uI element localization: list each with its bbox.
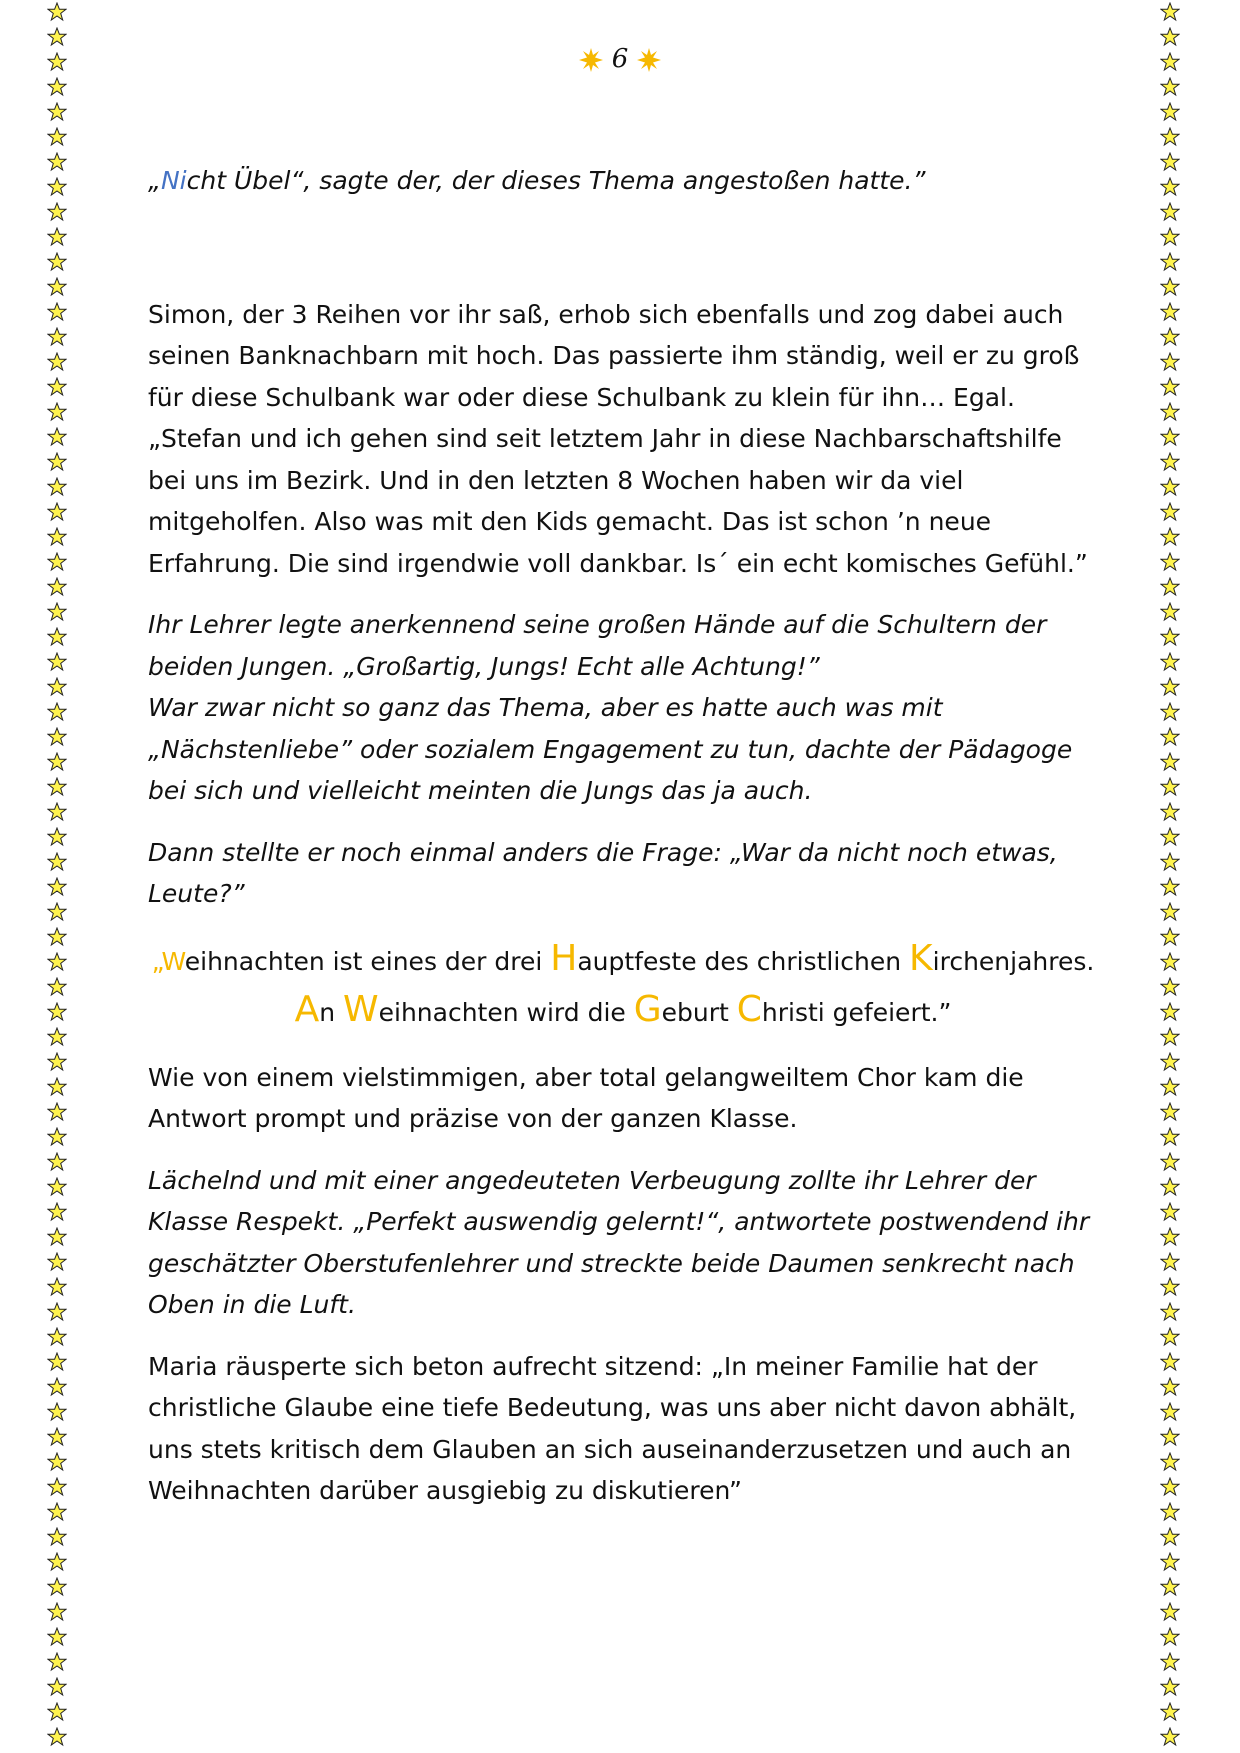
star-icon xyxy=(47,1502,67,1522)
star-icon xyxy=(1160,1702,1180,1722)
star-icon xyxy=(1160,1302,1180,1322)
star-icon xyxy=(1160,102,1180,122)
star-icon xyxy=(1160,677,1180,697)
star-icon xyxy=(1160,1127,1180,1147)
star-icon xyxy=(1160,477,1180,497)
star-icon xyxy=(47,727,67,747)
sunburst-icon xyxy=(579,48,603,72)
star-icon xyxy=(47,252,67,272)
text-segment: n xyxy=(319,997,344,1027)
star-icon xyxy=(1160,452,1180,472)
paragraph-2: Simon, der 3 Reihen vor ihr saß, erhob sich ebenfalls und zog dabei auch seinen Banknachbarn mit hoch. Das passierte ihm ständig, weil er zu groß für diese Schulbank war oder diese Schulbank zu klein für ihn… Egal. „Stefan und ich gehen sind seit letztem Jahr in diese Nachbarschaftshilfe bei uns im Bezirk. Und in den letzten 8 Wochen haben wir da viel mitgeholfen. Also was mit den Kids gemacht. Das ist schon ’n neue Erfahrung. Die sind irgendwie voll dankbar. Is´ ein echt komisches Gefühl.” xyxy=(148,299,1088,578)
star-icon xyxy=(47,227,67,247)
star-icon xyxy=(47,1052,67,1072)
star-icon xyxy=(47,327,67,347)
star-icon xyxy=(1160,527,1180,547)
star-icon xyxy=(1160,1002,1180,1022)
star-icon xyxy=(47,477,67,497)
star-icon xyxy=(1160,577,1180,597)
star-icon xyxy=(47,1102,67,1122)
star-icon xyxy=(1160,777,1180,797)
star-icon xyxy=(47,1652,67,1672)
page-number: 6 xyxy=(611,44,629,74)
star-icon xyxy=(47,602,67,622)
star-icon xyxy=(1160,852,1180,872)
star-icon xyxy=(47,1577,67,1597)
paragraph-6: Wie von einem vielstimmigen, aber total gelangweiltem Chor kam die Antwort prompt und präzise von der ganzen Klasse. xyxy=(148,1062,1024,1133)
star-icon xyxy=(47,752,67,772)
star-icon xyxy=(1160,1202,1180,1222)
star-icon xyxy=(1160,152,1180,172)
text-segment: eihnachten wird die xyxy=(378,997,634,1027)
star-icon xyxy=(47,502,67,522)
star-icon xyxy=(47,1402,67,1422)
paragraph-1 xyxy=(148,160,1098,202)
star-icon xyxy=(1160,602,1180,622)
paragraph-3-part-2: War zwar nicht so ganz das Thema, aber es hatte auch was mit „Nächstenliebe” oder sozialem Engagement zu tun, dachte der Pädagoge bei sich und vielleicht meinten die Jungs das ja auch. xyxy=(148,693,1073,805)
paragraph-3-part-1: Ihr Lehrer legte anerkennend seine großen Hände auf die Schultern der beiden Jungen. „Großartig, Jungs! Echt alle Achtung!” xyxy=(148,610,1047,681)
star-icon xyxy=(47,1077,67,1097)
paragraph-5-quote xyxy=(148,935,1098,1037)
star-icon xyxy=(47,552,67,572)
star-icon xyxy=(47,77,67,97)
text-segment: hristi gefeiert.” xyxy=(761,997,952,1027)
star-icon xyxy=(1160,1652,1180,1672)
star-icon xyxy=(1160,627,1180,647)
star-icon xyxy=(1160,1677,1180,1697)
text-segment: eihnachten ist eines der drei xyxy=(184,946,551,976)
highlight-initial: W xyxy=(343,988,379,1030)
star-icon xyxy=(47,402,67,422)
star-icon xyxy=(47,877,67,897)
text-segment: irchenjahres. xyxy=(932,946,1095,976)
star-icon xyxy=(47,1252,67,1272)
star-icon xyxy=(47,1302,67,1322)
paragraph-4: Dann stellte er noch einmal anders die Frage: „War da nicht noch etwas, Leute?” xyxy=(148,837,1058,908)
text-segment: cht Übel“, sagte der, der dieses Thema angestoßen hatte.” xyxy=(186,166,926,195)
star-icon xyxy=(47,1127,67,1147)
paragraph-7: Lächelnd und mit einer angedeuteten Verbeugung zollte ihr Lehrer der Klasse Respekt. „Perfekt auswendig gelernt!“, antwortete postwendend ihr geschätzter Oberstufenlehrer und streckte beide Daumen senkrecht nach Oben in die Luft. xyxy=(148,1165,1090,1319)
star-icon xyxy=(1160,1577,1180,1597)
star-icon xyxy=(1160,377,1180,397)
star-icon xyxy=(47,1327,67,1347)
star-icon xyxy=(1160,1402,1180,1422)
star-icon xyxy=(1160,977,1180,997)
star-icon xyxy=(1160,1152,1180,1172)
highlight-initial: K xyxy=(909,937,933,979)
star-icon xyxy=(47,902,67,922)
star-icon xyxy=(1160,1377,1180,1397)
star-icon xyxy=(1160,652,1180,672)
star-icon xyxy=(1160,2,1180,22)
star-icon xyxy=(47,1427,67,1447)
star-icon xyxy=(1160,552,1180,572)
paragraph-3 xyxy=(148,604,1098,812)
star-icon xyxy=(47,1477,67,1497)
star-icon xyxy=(47,2,67,22)
star-icon xyxy=(47,202,67,222)
text-segment: auptfeste des christlichen xyxy=(577,946,910,976)
right-star-border xyxy=(1158,0,1182,1753)
highlight-initial: G xyxy=(633,988,662,1030)
star-icon xyxy=(47,627,67,647)
star-icon xyxy=(1160,1602,1180,1622)
star-icon xyxy=(47,427,67,447)
star-icon xyxy=(1160,1627,1180,1647)
star-icon xyxy=(1160,902,1180,922)
star-icon xyxy=(47,577,67,597)
star-icon xyxy=(1160,1452,1180,1472)
star-icon xyxy=(1160,327,1180,347)
star-icon xyxy=(1160,1352,1180,1372)
star-icon xyxy=(47,1002,67,1022)
highlight-initial: „W xyxy=(151,946,185,976)
star-icon xyxy=(47,152,67,172)
star-icon xyxy=(1160,1027,1180,1047)
star-icon xyxy=(47,652,67,672)
star-icon xyxy=(1160,427,1180,447)
star-icon xyxy=(47,177,67,197)
star-icon xyxy=(1160,1502,1180,1522)
star-icon xyxy=(47,527,67,547)
star-icon xyxy=(47,1452,67,1472)
star-icon xyxy=(1160,1477,1180,1497)
star-icon xyxy=(47,377,67,397)
star-icon xyxy=(1160,127,1180,147)
highlight-initial: A xyxy=(294,988,320,1030)
star-icon xyxy=(1160,1527,1180,1547)
star-icon xyxy=(1160,727,1180,747)
star-icon xyxy=(47,677,67,697)
page-number-header xyxy=(0,44,1240,74)
star-icon xyxy=(1160,177,1180,197)
star-icon xyxy=(47,1627,67,1647)
star-icon xyxy=(47,1027,67,1047)
star-icon xyxy=(1160,1177,1180,1197)
star-icon xyxy=(1160,752,1180,772)
star-icon xyxy=(47,777,67,797)
star-icon xyxy=(47,1677,67,1697)
star-icon xyxy=(47,1177,67,1197)
star-icon xyxy=(1160,1427,1180,1447)
story-body xyxy=(148,160,1098,1532)
star-icon xyxy=(47,127,67,147)
star-icon xyxy=(47,927,67,947)
star-icon xyxy=(47,1352,67,1372)
star-icon xyxy=(1160,1252,1180,1272)
star-icon xyxy=(47,1227,67,1247)
star-icon xyxy=(1160,302,1180,322)
text-segment: „ xyxy=(148,166,161,195)
star-icon xyxy=(1160,252,1180,272)
highlight-initial: Ni xyxy=(160,166,187,195)
text-segment: eburt xyxy=(661,997,737,1027)
star-icon xyxy=(47,277,67,297)
star-icon xyxy=(1160,352,1180,372)
star-icon xyxy=(1160,502,1180,522)
star-icon xyxy=(47,827,67,847)
star-icon xyxy=(1160,1552,1180,1572)
star-icon xyxy=(47,977,67,997)
star-icon xyxy=(47,802,67,822)
highlight-initial: H xyxy=(550,937,578,979)
highlight-initial: C xyxy=(736,988,762,1030)
star-icon xyxy=(47,1377,67,1397)
star-icon xyxy=(47,1527,67,1547)
star-icon xyxy=(1160,1727,1180,1747)
star-icon xyxy=(1160,802,1180,822)
star-icon xyxy=(47,352,67,372)
star-icon xyxy=(47,702,67,722)
star-icon xyxy=(1160,1077,1180,1097)
paragraph-8: Maria räusperte sich beton aufrecht sitzend: „In meiner Familie hat der christliche Glaube eine tiefe Bedeutung, was uns aber nicht davon abhält, uns stets kritisch dem Glauben an sich auseinanderzusetzen und auch an Weihnachten darüber ausgiebig zu diskutieren” xyxy=(148,1351,1077,1505)
star-icon xyxy=(1160,827,1180,847)
star-icon xyxy=(1160,277,1180,297)
star-icon xyxy=(47,302,67,322)
star-icon xyxy=(47,952,67,972)
star-icon xyxy=(47,1552,67,1572)
star-icon xyxy=(47,1202,67,1222)
star-icon xyxy=(1160,202,1180,222)
star-icon xyxy=(47,1602,67,1622)
star-icon xyxy=(1160,1052,1180,1072)
star-icon xyxy=(1160,1277,1180,1297)
star-icon xyxy=(1160,1327,1180,1347)
star-icon xyxy=(1160,1102,1180,1122)
sunburst-icon xyxy=(637,48,661,72)
star-icon xyxy=(47,1152,67,1172)
star-icon xyxy=(1160,227,1180,247)
star-icon xyxy=(47,1727,67,1747)
star-icon xyxy=(47,452,67,472)
star-icon xyxy=(1160,402,1180,422)
star-icon xyxy=(47,1702,67,1722)
star-icon xyxy=(1160,702,1180,722)
spacer xyxy=(148,222,1098,294)
star-icon xyxy=(1160,77,1180,97)
star-icon xyxy=(1160,877,1180,897)
star-icon xyxy=(47,852,67,872)
star-icon xyxy=(1160,952,1180,972)
star-icon xyxy=(1160,1227,1180,1247)
left-star-border xyxy=(45,0,69,1753)
star-icon xyxy=(47,102,67,122)
star-icon xyxy=(47,1277,67,1297)
star-icon xyxy=(1160,927,1180,947)
